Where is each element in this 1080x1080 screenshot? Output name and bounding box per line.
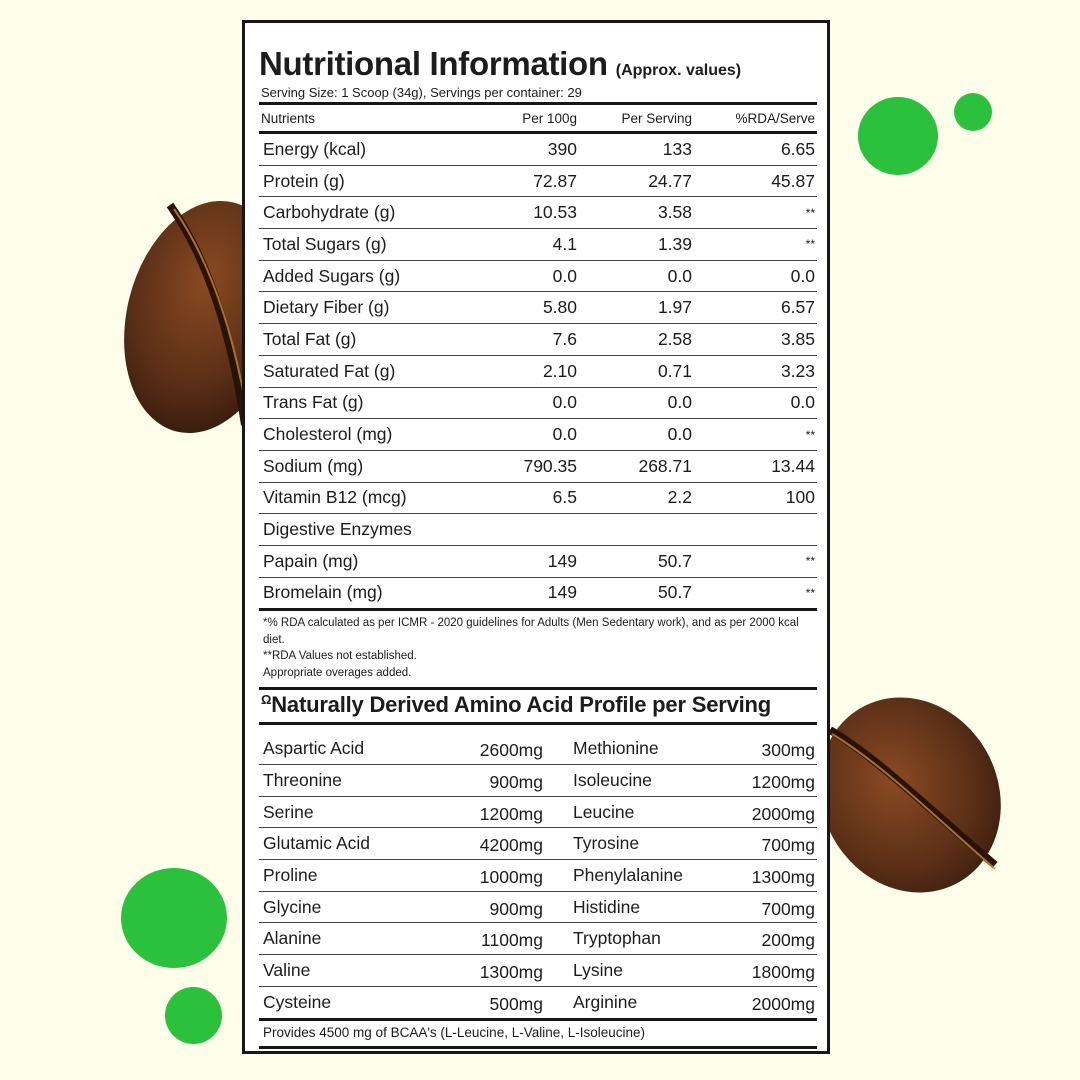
green-dot-bottom-small [165, 987, 222, 1044]
nutrient-per-100g: 149 [547, 550, 577, 571]
nutrient-per-100g: 10.53 [533, 202, 577, 223]
nutrient-row [259, 419, 817, 451]
nutrient-per-100g: 7.6 [552, 328, 577, 349]
nutrient-name: Saturated Fat (g) [263, 360, 396, 381]
nutrient-row [259, 292, 817, 324]
amino-name: Isoleucine [573, 769, 652, 790]
nutrient-per-serving: 24.77 [648, 170, 692, 191]
nutrient-per-serving: 0.0 [667, 424, 692, 445]
amino-value: 900mg [489, 898, 543, 919]
nutrient-name: Total Sugars (g) [263, 233, 387, 254]
amino-name: Threonine [263, 769, 342, 790]
nutrient-row [259, 451, 817, 483]
nutrient-per-serving: 0.0 [667, 392, 692, 413]
amino-acid-table [259, 733, 817, 1020]
footnote: *% RDA calculated as per ICMR - 2020 guidelines for Adults (Men Sedentary work), and as per 2000 kcal diet. [263, 617, 799, 646]
nutrient-per-serving: 268.71 [638, 455, 692, 476]
amino-name: Valine [263, 959, 311, 980]
nutrient-name: Digestive Enzymes [263, 519, 412, 540]
amino-row [259, 733, 817, 765]
amino-value: 1800mg [751, 961, 815, 982]
label-title: Nutritional Information [259, 45, 608, 82]
amino-row [259, 765, 817, 797]
nutrient-per-100g: 790.35 [523, 455, 577, 476]
coffee-bean-left-icon [110, 185, 260, 450]
nutrient-name: Trans Fat (g) [263, 392, 364, 413]
nutrient-name: Added Sugars (g) [263, 265, 401, 286]
header-nutrients: Nutrients [261, 110, 316, 126]
footnotes [259, 611, 817, 690]
amino-name: Glutamic Acid [263, 833, 370, 854]
nutrient-per-serving: 0.0 [667, 265, 692, 286]
nutrient-name: Total Fat (g) [263, 328, 357, 349]
bcaa-note: Provides 4500 mg of BCAA's (L-Leucine, L-Valine, L-Isoleucine) [259, 1021, 817, 1049]
amino-value: 700mg [761, 898, 815, 919]
nutrient-name: Vitamin B12 (mcg) [263, 487, 407, 508]
amino-name: Alanine [263, 928, 322, 949]
nutrient-rda: 45.87 [771, 170, 815, 191]
header-per-serving: Per Serving [621, 110, 692, 126]
nutrient-row [259, 197, 817, 229]
amino-value: 4200mg [479, 835, 543, 856]
nutrient-per-100g: 4.1 [552, 233, 577, 254]
nutrition-label [242, 20, 830, 1054]
amino-row [259, 955, 817, 987]
nutrient-name: Cholesterol (mg) [263, 424, 393, 445]
amino-acid-title [259, 690, 817, 725]
amino-name: Tyrosine [573, 833, 640, 854]
nutrient-per-serving: 0.71 [657, 360, 692, 381]
footnote: Appropriate overages added. [263, 666, 412, 679]
nutrient-rda: 6.65 [780, 138, 815, 159]
nutrient-rda: ** [805, 237, 815, 252]
amino-name: Phenylalanine [573, 864, 683, 885]
nutrient-row [259, 166, 817, 198]
amino-name: Glycine [263, 896, 322, 917]
nutrient-row [259, 388, 817, 420]
amino-value: 300mg [761, 740, 815, 761]
coffee-bean-right-icon [820, 690, 1010, 905]
amino-name: Cysteine [263, 991, 332, 1012]
amino-name: Serine [263, 801, 314, 822]
nutrient-rda: 0.0 [790, 392, 815, 413]
nutrient-name: Carbohydrate (g) [263, 202, 396, 223]
amino-value: 1200mg [479, 803, 543, 824]
nutrient-row [259, 356, 817, 388]
nutrient-per-100g: 0.0 [552, 424, 577, 445]
nutrient-per-100g: 0.0 [552, 265, 577, 286]
amino-value: 1200mg [751, 771, 815, 792]
nutrient-name: Protein (g) [263, 170, 345, 191]
nutrient-per-serving: 133 [662, 138, 692, 159]
nutrient-row [259, 514, 817, 546]
footnote: **RDA Values not established. [263, 650, 417, 663]
amino-value: 2000mg [751, 803, 815, 824]
amino-name: Methionine [573, 738, 659, 759]
nutrient-table-header [259, 105, 817, 134]
header-per-100g: Per 100g [522, 110, 577, 126]
nutrient-name: Bromelain (mg) [263, 582, 383, 603]
amino-value: 2000mg [751, 993, 815, 1014]
amino-name: Aspartic Acid [263, 738, 365, 759]
amino-name: Leucine [573, 801, 635, 822]
amino-name: Arginine [573, 991, 638, 1012]
nutrient-row [259, 229, 817, 261]
amino-value: 700mg [761, 835, 815, 856]
green-dot-bottom-large [121, 868, 227, 968]
nutrient-row [259, 261, 817, 293]
amino-row [259, 828, 817, 860]
nutrient-rda: 3.23 [780, 360, 815, 381]
nutrient-name: Energy (kcal) [263, 138, 367, 159]
nutrient-per-serving: 1.39 [657, 233, 692, 254]
nutrient-per-100g: 6.5 [552, 487, 577, 508]
amino-symbol: Ω [261, 692, 272, 708]
nutrient-per-serving: 2.58 [657, 328, 692, 349]
amino-row [259, 892, 817, 924]
nutrient-per-100g: 0.0 [552, 392, 577, 413]
amino-value: 1000mg [479, 866, 543, 887]
amino-name: Proline [263, 864, 318, 885]
amino-name: Histidine [573, 896, 641, 917]
nutrient-row [259, 546, 817, 578]
amino-value: 500mg [489, 993, 543, 1014]
amino-row [259, 860, 817, 892]
nutrient-name: Dietary Fiber (g) [263, 297, 390, 318]
nutrient-per-100g: 5.80 [542, 297, 577, 318]
amino-value: 200mg [761, 930, 815, 951]
nutrient-per-100g: 2.10 [542, 360, 577, 381]
nutrient-rda: 3.85 [780, 328, 815, 349]
green-dot-top-left [858, 97, 938, 175]
amino-name: Tryptophan [573, 928, 661, 949]
amino-row [259, 923, 817, 955]
nutrient-rda: ** [805, 554, 815, 569]
nutrient-name: Sodium (mg) [263, 455, 364, 476]
serving-info: Serving Size: 1 Scoop (34g), Servings per container: 29 [261, 85, 582, 100]
header-rda: %RDA/Serve [735, 110, 815, 126]
amino-name: Lysine [573, 959, 623, 980]
nutrient-rda: 6.57 [780, 297, 815, 318]
nutrient-name: Papain (mg) [263, 550, 359, 571]
nutrient-rda: 100 [785, 487, 815, 508]
amino-title-text: Naturally Derived Amino Acid Profile per Serving [271, 692, 772, 718]
nutrient-per-serving: 1.97 [657, 297, 692, 318]
amino-row [259, 797, 817, 829]
nutrient-row [259, 578, 817, 612]
nutrient-per-serving: 50.7 [657, 582, 692, 603]
amino-value: 1300mg [751, 866, 815, 887]
nutrient-per-serving: 2.2 [667, 487, 692, 508]
amino-value: 900mg [489, 771, 543, 792]
amino-row [259, 987, 817, 1021]
label-title-sub: (Approx. values) [615, 62, 742, 79]
nutrient-per-100g: 390 [547, 138, 577, 159]
amino-value: 1100mg [481, 930, 543, 951]
title-row [259, 45, 817, 83]
nutrient-per-100g: 72.87 [533, 170, 577, 191]
nutrient-rda: 0.0 [790, 265, 815, 286]
nutrient-rda: ** [805, 427, 815, 442]
amino-value: 2600mg [479, 740, 543, 761]
nutrient-per-serving: 3.58 [657, 202, 692, 223]
amino-value: 1300mg [479, 961, 543, 982]
green-dot-top-right [954, 93, 992, 131]
nutrient-rda: 13.44 [771, 455, 815, 476]
nutrient-row [259, 483, 817, 515]
nutrient-per-serving: 50.7 [657, 550, 692, 571]
nutrient-per-100g: 149 [547, 582, 577, 603]
nutrient-rda: ** [805, 205, 815, 220]
nutrient-table [259, 134, 817, 611]
nutrient-row [259, 324, 817, 356]
nutrient-rda: ** [805, 585, 815, 600]
nutrient-row [259, 134, 817, 166]
